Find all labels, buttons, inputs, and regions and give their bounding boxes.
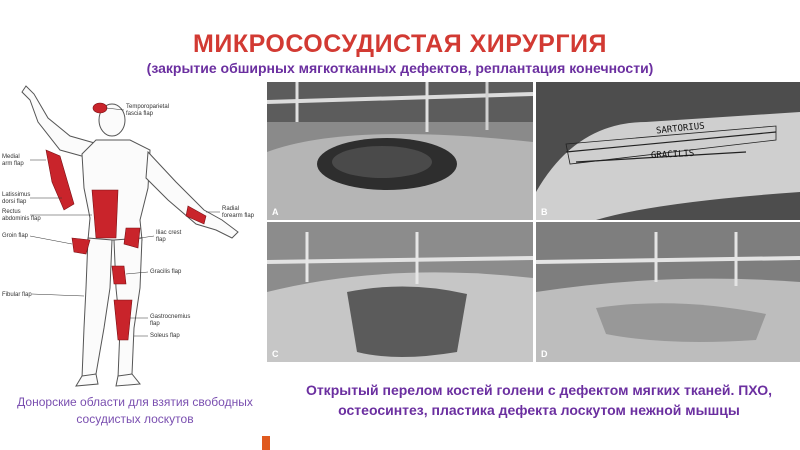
photo-b-sartorius-mark: SARTORIUS (655, 121, 706, 137)
label-medial-arm: Medial arm flap (2, 154, 24, 167)
photo-b-letter: B (541, 207, 548, 217)
photo-d-illustration (536, 222, 800, 362)
label-groin: Groin flap (2, 233, 29, 239)
label-iliac: Iliac crest flap (156, 230, 182, 243)
label-temporoparietal: Temporoparietal fascia flap (126, 104, 170, 117)
body-outline-illustration (0, 78, 262, 396)
photo-a-letter: A (272, 207, 279, 217)
photo-c-letter: C (272, 349, 279, 359)
accent-stripe (262, 436, 270, 450)
label-rectus: Rectus abdominis flap (2, 209, 41, 222)
donor-site-caption: Донорские области для взятия свободных сосудистых лоскутов (17, 395, 253, 426)
photo-panel-b (536, 82, 800, 220)
label-gracilis: Gracilis flap (150, 269, 182, 275)
photo-b-gracilis-mark: GRACILIS (650, 148, 695, 162)
photo-d-letter: D (541, 349, 548, 359)
label-gastrocnemius: Gastrocnemius flap (150, 314, 191, 327)
photo-panel-c (267, 222, 533, 362)
label-latissimus: Latissimus dorsi flap (2, 192, 31, 205)
label-radial: Radial forearm flap (222, 206, 255, 219)
photo-panel-a (267, 82, 533, 220)
label-fibular: Fibular flap (2, 292, 32, 298)
case-caption: Открытый перелом костей голени с дефектом мягких тканей. ПХО, остеосинтез, пластика дефекта лоскутом нежной мышцы (305, 382, 773, 418)
slide-subtitle: (закрытие обширных мягкотканных дефектов, реплантация конечности) (146, 60, 654, 76)
photo-c-illustration (267, 222, 533, 362)
slide-title: МИКРОСОСУДИСТАЯ ХИРУРГИЯ (193, 30, 607, 58)
donor-site-diagram (0, 78, 262, 396)
photo-a-illustration (267, 82, 533, 220)
photo-panel-d (536, 222, 800, 362)
label-soleus: Soleus flap (150, 333, 180, 339)
